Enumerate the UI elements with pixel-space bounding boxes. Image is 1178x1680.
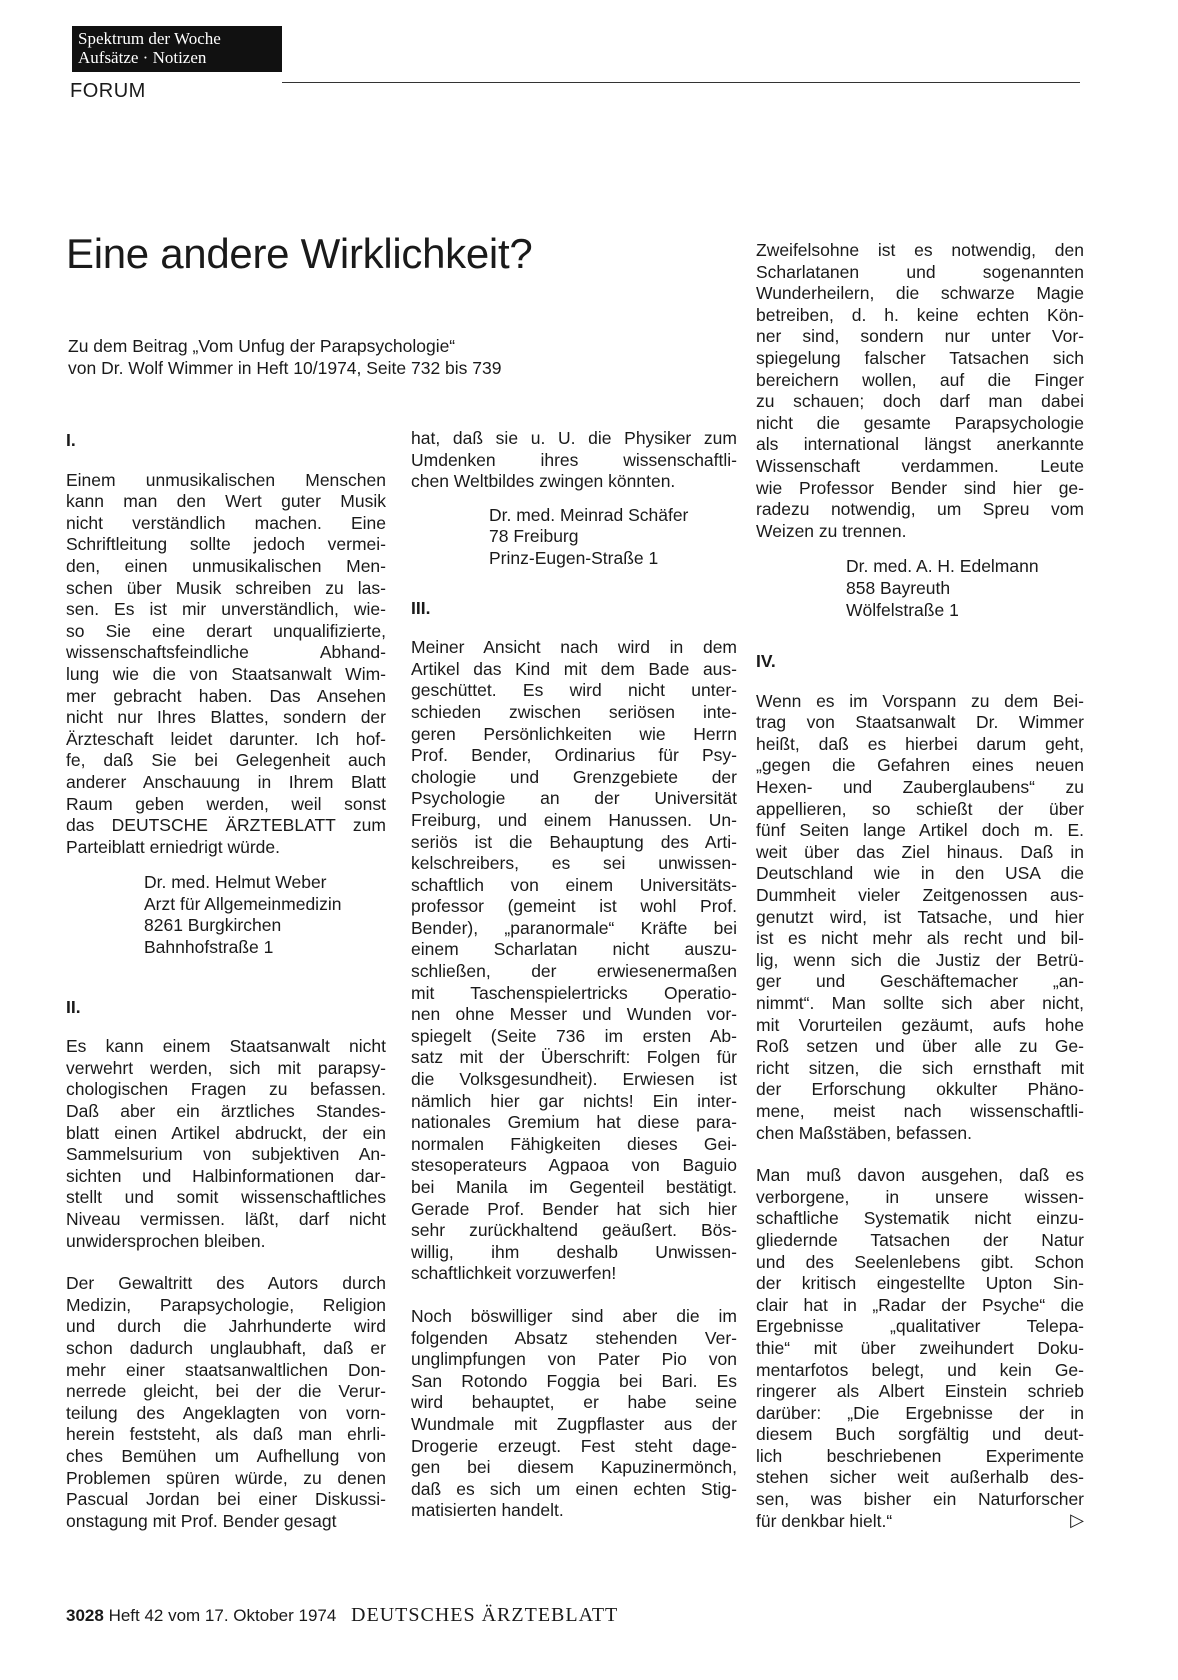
article-subtitle [68, 335, 502, 379]
text-line: lich beschriebenen Experimente [756, 1445, 1084, 1466]
letter-2-signature [489, 505, 737, 570]
text-line: stellt und somit wissenschaftliches [66, 1187, 386, 1208]
text-line: darüber: „Die Ergebnisse der in [756, 1402, 1084, 1423]
text-line: diesem Buch sorgfältig und deut- [756, 1424, 1084, 1445]
text-line: Artikel das Kind mit dem Bade aus- [411, 658, 737, 679]
text-line: nimmt“. Man sollte sich aber nicht, [756, 993, 1084, 1013]
text-line: willig, ihm deshalb Unwissen- [411, 1241, 737, 1262]
text-line: ger und Geschäftemacher „an- [756, 971, 1084, 992]
text-line: die Volksgesundheit). Erwiesen ist [411, 1069, 737, 1090]
text-line: Hexen- und Zauberglaubens“ zu [756, 777, 1084, 798]
text-line: nicht die gesamte Parapsychologie [756, 412, 1084, 433]
letter-heading-3: III. [411, 597, 431, 618]
letter-3-signature [846, 556, 1084, 621]
text-line: Dummheit vieler Zeitgenossen aus- [756, 885, 1084, 906]
text-line: onstagung mit Prof. Bender gesagt [66, 1510, 337, 1531]
text-line: und des Seelenlebens gibt. Schon [756, 1251, 1084, 1272]
text-line: Wunderheilern, die schwarze Magie [756, 283, 1084, 304]
letter-heading-1: I. [66, 430, 76, 450]
text-line: Freiburg, und einem Hanussen. Un- [411, 809, 737, 830]
text-line: Raum geben werden, weil sonst [66, 793, 386, 814]
subtitle-line: Zu dem Beitrag „Vom Unfug der Parapsychologie“ [68, 336, 456, 356]
text-line: Zweifelsohne ist es notwendig, den [756, 240, 1084, 260]
text-line: radezu notwendig, um Spreu vom [756, 499, 1084, 520]
text-line: appellieren, so schießt der über [756, 798, 1084, 819]
text-line: Gerade Prof. Bender hat sich hier [411, 1198, 737, 1219]
column-2 [411, 428, 737, 1522]
text-line: schen über Musik schreiben zu las- [66, 577, 386, 598]
text-line: mehr einer staatsanwaltlichen Don- [66, 1359, 386, 1380]
badge-line-2: Aufsätze · Notizen [78, 48, 207, 67]
text-line: lig, wenn sich die Justiz der Betrü- [756, 949, 1084, 970]
text-line: Wundmale mit Zugpflaster aus der [411, 1413, 737, 1434]
text-line: schaftliche Systematik nicht einzu- [756, 1208, 1084, 1229]
text-line: mit Vorurteilen gezäumt, aufs hohe [756, 1014, 1084, 1035]
text-line: stehen sicher weit außerhalb des- [756, 1467, 1084, 1488]
letter-2-paragraph-2 [66, 1273, 386, 1532]
text-line: Wissenschaft verdammen. Leute [756, 455, 1084, 476]
signature-line: Dr. med. A. H. Edelmann [846, 556, 1039, 577]
text-line: Roß setzen und über alle zu Ge- [756, 1036, 1084, 1057]
text-line: nationales Gremium hat diese para- [411, 1112, 737, 1133]
text-line: Psychologie an der Universität [411, 788, 737, 809]
text-line: Einem unmusikalischen Menschen [66, 469, 386, 490]
text-line: Man muß davon ausgehen, daß es [756, 1165, 1084, 1186]
section-badge [72, 26, 282, 72]
text-line: schaftlichkeit vorzuwerfen! [411, 1263, 617, 1284]
letter-2-paragraph-1 [66, 1036, 386, 1252]
page-footer [66, 1604, 618, 1627]
text-line: bei Manila im Gegenteil bestätigt. [411, 1177, 737, 1197]
text-line: weit über das Ziel hinaus. Daß in [756, 841, 1084, 862]
text-line: so Sie eine derart unqualifizierte, [66, 620, 386, 641]
text-line: Pascual Jordan bei einer Diskussi- [66, 1489, 386, 1510]
letter-heading-4: IV. [756, 651, 776, 672]
text-line: Meiner Ansicht nach wird in dem [411, 637, 737, 658]
text-line: Parteiblatt erniedrigt würde. [66, 836, 280, 857]
text-line: Daß aber ein ärztliches Standes- [66, 1101, 386, 1122]
text-line: hat, daß sie u. U. die Physiker zum [411, 428, 737, 448]
text-line: matisierten handelt. [411, 1500, 564, 1521]
magazine-name: DEUTSCHES ÄRZTEBLATT [351, 1604, 619, 1626]
text-line: mit Taschenspielertricks Operatio- [411, 982, 737, 1003]
text-line: sen. Es ist mir unverständlich, wie- [66, 599, 386, 620]
text-line: chen Maßstäben, befassen. [756, 1122, 972, 1143]
text-line: anderer Anschauung in Ihrem Blatt [66, 771, 386, 792]
text-line: seriös ist die Behauptung des Arti- [411, 831, 737, 852]
text-line: genutzt wird, ist Tatsache, und hier [756, 906, 1084, 927]
text-line: wird behauptet, er habe seine [411, 1392, 737, 1413]
text-line: schieden zwischen seriösen inte- [411, 701, 737, 722]
text-line: mene, meist nach wissenschaftli- [756, 1100, 1084, 1121]
text-line: kelschreibers, es sei unwissen- [411, 853, 737, 874]
text-line: thie“ mit über zweihundert Doku- [756, 1337, 1084, 1358]
signature-line: Prinz-Eugen-Straße 1 [489, 547, 659, 568]
text-line: einem Scharlatan nicht auszu- [411, 939, 737, 960]
text-line: wissenschaftsfeindliche Abhand- [66, 642, 386, 663]
text-line: und durch die Jahrhunderte wird [66, 1316, 386, 1337]
text-line: spiegelt (Seite 736 im ersten Ab- [411, 1025, 737, 1046]
text-line: daß es sich um einen echten Stig- [411, 1478, 737, 1499]
text-line: der Erforschung okkulter Phäno- [756, 1079, 1084, 1100]
column-3 [756, 240, 1084, 1532]
text-line: sehr zurückhaltend geäußert. Bös- [411, 1220, 737, 1241]
text-line: mer gebracht haben. Das Ansehen [66, 685, 386, 706]
letter-3-paragraph-3 [756, 240, 1084, 542]
text-line: nen ohne Messer und Wunden vor- [411, 1004, 737, 1025]
text-line: für denkbar hielt.“ [756, 1510, 893, 1531]
issue-info: Heft 42 vom 17. Oktober 1974 [108, 1606, 337, 1625]
text-line: geren Persönlichkeiten wie Herrn [411, 723, 737, 744]
text-line: Drogerie erzeugt. Fest steht dage- [411, 1435, 737, 1456]
text-line: sichten und Halbinformationen dar- [66, 1165, 386, 1186]
text-line: nicht nur Ihres Blattes, sondern der [66, 707, 386, 728]
text-line: Schriftleitung sollte jedoch vermei- [66, 534, 386, 555]
text-line: als international längst anerkannte [756, 434, 1084, 455]
text-line: Medizin, Parapsychologie, Religion [66, 1294, 386, 1315]
letter-3-paragraph-1 [411, 637, 737, 1285]
text-line: clair hat in „Radar der Psyche“ die [756, 1294, 1084, 1315]
text-line: spiegelung falscher Tatsachen sich [756, 347, 1084, 368]
text-line: heißt, daß es hierbei darum geht, [756, 733, 1084, 754]
text-line: herein feststeht, als daß man ehrli- [66, 1424, 386, 1445]
text-line: fünf Seiten lange Artikel doch m. E. [756, 820, 1084, 841]
text-line: geschüttet. Es wird nicht unter- [411, 680, 737, 701]
text-line: der kritisch eingestellte Upton Sin- [756, 1273, 1084, 1294]
text-line: ches Bemühen um Aufhellung von [66, 1445, 386, 1466]
text-line: chologischen Fragen zu befassen. [66, 1079, 386, 1100]
signature-line: 78 Freiburg [489, 526, 579, 547]
text-line: Wenn es im Vorspann zu dem Bei- [756, 690, 1084, 711]
text-line: chen Weltbildes zwingen könnten. [411, 471, 676, 492]
text-line: das DEUTSCHE ÄRZTEBLATT zum [66, 815, 386, 836]
text-line: den, einen unmusikalischen Men- [66, 555, 386, 576]
text-line: Bender), „paranormale“ Kräfte bei [411, 917, 737, 938]
text-line: folgenden Absatz stehenden Ver- [411, 1327, 737, 1348]
text-line: Noch böswilliger sind aber die im [411, 1305, 737, 1326]
text-line: gliedernde Tatsachen der Natur [756, 1229, 1084, 1250]
section-label: FORUM [70, 80, 146, 102]
text-line: nerrede gleicht, bei der die Verur- [66, 1381, 386, 1402]
text-line: chologie und Grenzgebiete der [411, 766, 737, 787]
letter-2-paragraph-2-continued [411, 428, 737, 493]
text-line: richt sitzen, die sich ernsthaft mit [756, 1057, 1084, 1078]
signature-line: Wölfelstraße 1 [846, 599, 959, 620]
text-line: Deutschland wie in den USA die [756, 863, 1084, 884]
text-line: Es kann einem Staatsanwalt nicht [66, 1036, 386, 1057]
letter-4-paragraph-2 [756, 1165, 1084, 1532]
text-line: fe, daß Sie bei Gelegenheit auch [66, 750, 386, 771]
text-line: „gegen die Gefahren eines neuen [756, 755, 1084, 776]
letter-1-signature [144, 872, 386, 958]
letter-3-paragraph-2 [411, 1306, 737, 1522]
text-line: ist es nicht mehr als recht und bil- [756, 928, 1084, 949]
text-line: lung wie die von Staatsanwalt Wim- [66, 663, 386, 684]
text-line: schon dadurch unglaubhaft, daß er [66, 1337, 386, 1358]
badge-line-1: Spektrum der Woche [78, 29, 221, 48]
text-line: blatt einen Artikel abdruckt, der ein [66, 1122, 386, 1143]
text-line: Problemen spüren würde, zu denen [66, 1467, 386, 1488]
text-line: kann man den Wert guter Musik [66, 491, 386, 512]
text-line: teilung des Angeklagten von vorn- [66, 1402, 386, 1423]
signature-line: Bahnhofstraße 1 [144, 937, 274, 958]
text-line: trag von Staatsanwalt Dr. Wimmer [756, 712, 1084, 733]
signature-line: Arzt für Allgemeinmedizin [144, 893, 342, 914]
article-title: Eine andere Wirklichkeit? [66, 230, 533, 277]
page-number: 3028 [66, 1606, 104, 1625]
text-line: verborgene, in unsere wissen- [756, 1186, 1084, 1207]
text-line: gen bei diesem Kapuzinermönch, [411, 1457, 737, 1478]
text-line: mentarfotos belegt, und kein Ge- [756, 1359, 1084, 1380]
text-line: betreiben, d. h. keine echten Kön- [756, 304, 1084, 325]
text-line: wie Professor Bender sind hier ge- [756, 477, 1084, 498]
text-line: Niveau vermissen. läßt, darf nicht [66, 1209, 386, 1229]
text-line: sen, was bisher ein Naturforscher [756, 1489, 1084, 1510]
text-line: Weizen zu trennen. [756, 520, 907, 541]
text-line: Ärzteschaft leidet darunter. Ich hof- [66, 728, 386, 749]
text-line: stesoperateurs Agpaoa von Baguio [411, 1155, 737, 1176]
signature-line: 858 Bayreuth [846, 577, 951, 598]
header-rule [282, 82, 1080, 83]
text-line: normalen Fähigkeiten dieses Gei- [411, 1133, 737, 1154]
text-line: professor (gemeint ist wohl Prof. [411, 896, 737, 917]
letter-heading-2: II. [66, 996, 81, 1017]
text-line: Prof. Bender, Ordinarius für Psy- [411, 745, 737, 766]
text-line: unwidersprochen bleiben. [66, 1230, 266, 1251]
letter-4-paragraph-1 [756, 691, 1084, 1144]
text-line: ringerer als Albert Einstein schrieb [756, 1381, 1084, 1402]
text-line: Der Gewaltritt des Autors durch [66, 1273, 386, 1294]
text-line: satz mit der Überschrift: Folgen für [411, 1047, 737, 1068]
column-1 [66, 430, 386, 1532]
continue-arrow-icon: ▷ [1070, 1510, 1084, 1531]
signature-line: 8261 Burgkirchen [144, 915, 282, 936]
text-line: ner sind, sondern nur unter Vor- [756, 326, 1084, 347]
text-line: zu schauen; doch darf man dabei [756, 391, 1084, 412]
text-line: Sammelsurium von subjektiven An- [66, 1144, 386, 1165]
text-line: verwehrt werden, sich mit parapsy- [66, 1057, 386, 1078]
text-line: bereichern wollen, auf die Finger [756, 369, 1084, 390]
signature-line: Dr. med. Helmut Weber [144, 872, 327, 893]
text-line: San Rotondo Foggia bei Bari. Es [411, 1370, 737, 1391]
letter-1-body [66, 470, 386, 859]
text-line: schließen, der erwiesenermaßen [411, 961, 737, 982]
text-line: unglimpfungen von Pater Pio von [411, 1349, 737, 1370]
text-line: Ergebnisse „qualitativer Telepa- [756, 1316, 1084, 1337]
subtitle-line: von Dr. Wolf Wimmer in Heft 10/1974, Seite 732 bis 739 [68, 358, 502, 378]
text-line: nicht verständlich machen. Eine [66, 512, 386, 533]
text-line: Umdenken ihres wissenschaftli- [411, 449, 737, 470]
signature-line: Dr. med. Meinrad Schäfer [489, 504, 689, 525]
text-line: nämlich hier gar nichts! Ein inter- [411, 1090, 737, 1111]
text-line: schaftlich von einem Universitäts- [411, 874, 737, 895]
text-line: Scharlatanen und sogenannten [756, 261, 1084, 282]
